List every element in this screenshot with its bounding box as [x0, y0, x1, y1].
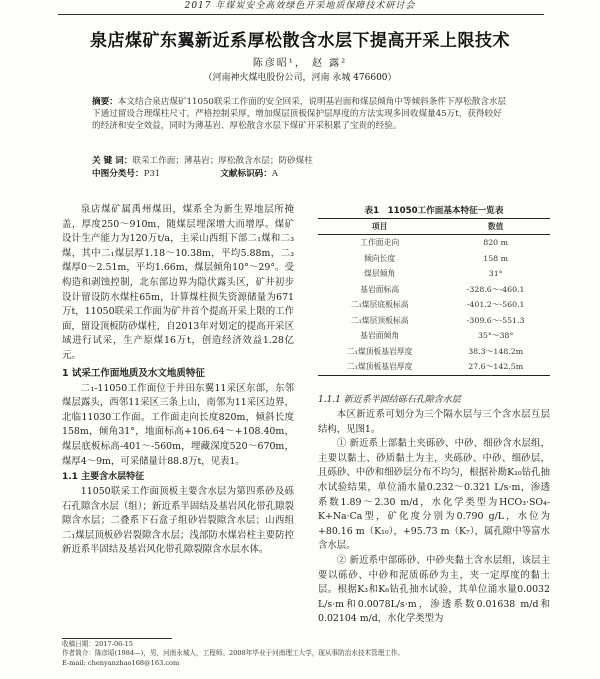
footnote-author: 作者简介：陈彦昭(1984—)，男，河南永城人，工程师。2008年毕业于河南理工大学，现从事防治水技术管理工作。 — [62, 649, 405, 658]
table-cell: 38.3～148.2m — [468, 346, 524, 356]
table-row — [318, 344, 550, 360]
keywords — [92, 155, 510, 167]
doc-code-label: 文献标识码： — [220, 169, 272, 179]
table-cell: 煤层倾角 — [364, 269, 396, 279]
keywords-text: 联采工作面；薄基岩；厚松散含水层；防砂煤柱 — [132, 156, 313, 166]
section-heading-1: 1 试采工作面地质及水文地质特征 — [62, 367, 205, 379]
clc-label: 中图分类号： — [92, 169, 144, 179]
table-row — [318, 251, 550, 267]
abstract — [92, 96, 510, 132]
keywords-label: 关 键 词： — [92, 156, 133, 166]
abstract-label: 摘要： — [92, 97, 118, 107]
table-cell: 基岩面倾角 — [360, 331, 400, 341]
table-cell: 158 m — [483, 253, 509, 263]
table-header-value: 数值 — [441, 219, 550, 235]
table-row — [318, 235, 550, 251]
table-cell: 二₁煤顶板基岩厚度 — [346, 346, 413, 356]
table-cell: 31° — [488, 269, 503, 279]
aquifer-intro-paragraph: 本区新近系可划分为三个隔水层与三个含水层互层结构，见图1。 — [318, 409, 550, 435]
footnote-rule — [62, 638, 172, 639]
footnote-received: 收稿日期：2017-06-15 — [62, 640, 133, 648]
table-row — [318, 282, 550, 298]
table-cell: 35°～38° — [477, 331, 514, 341]
table-row — [318, 359, 550, 375]
footnotes — [62, 640, 550, 668]
table-1 — [318, 218, 550, 376]
table-cell: 二₁煤层顶板标高 — [350, 315, 409, 325]
abstract-text: 本文结合泉店煤矿11050联采工作面的安全回采，说明基岩面和煤层倾角中等倾斜条件下厚松散含水层下通过留设合理煤柱尺寸，严格控制采厚，增加煤层顶板保护层厚度的方法实现多回收煤量45万t，获得较好的经济和安全效益，同时为薄基岩、厚松散含水层下煤矿开采积累了宝贵的经验。 — [92, 97, 507, 131]
table-cell: 二₁煤层底板标高 — [350, 300, 409, 310]
table-cell: 820 m — [483, 238, 509, 248]
table-row — [318, 266, 550, 282]
table-cell: 27.6～142.5m — [441, 359, 550, 375]
table-cell: 倾向长度 — [364, 253, 396, 263]
footnote-email: E-mail: chenyanzhao168@163.com — [62, 658, 180, 667]
right-column — [318, 392, 550, 627]
table-cell: -328.6～-460.1 — [466, 284, 525, 294]
clc-value: P31 — [143, 169, 161, 179]
aquifer-1-paragraph: ① 新近系上部黏土夹砾砂、中砂、细砂含水层组，主要以黏土、砂质黏土为主，夹砾砂、中砂、细砂层，且砾砂、中砂和细砂层分布不均匀，根据补勘K₁₀钻孔抽水试验结果，单位涌水量0.232～0.321 L/s·m，渗透系数1.89～2.30 m/d，水化学类型为HCO₃·SO₄-K+Na·Ca型，矿化度分别为0.790 g/L，水位为+80.16 m（K₁₀），+95.73 m（K₇），属孔隙中等富水含水层。 — [318, 438, 550, 552]
table-row — [318, 313, 550, 329]
table-cell: 二₁煤顶板基岩厚度 — [318, 359, 441, 375]
table-cell: 工作面走向 — [360, 238, 400, 248]
table-cell: -309.6～-551.3 — [466, 315, 525, 325]
table-cell: 基岩面标高 — [360, 284, 400, 294]
doc-code-value: A — [271, 169, 279, 179]
affiliation: （河南神火煤电股份公司，河南 永城 476600） — [203, 73, 397, 83]
table-cell: -401.2～-560.1 — [466, 300, 525, 310]
subsection-heading-1-1-1: 1.1.1 新近系半固结砾石孔隙含水层 — [318, 395, 461, 405]
subsection-1-1-paragraph: 11050联采工作面顶板主要含水层为第四系砂及砾石孔隙含水层（组）；新近系半固结及基岩风化带孔隙裂隙含水层；二叠系下石盒子组砂岩裂隙含水层；山西组二₁煤层顶板砂岩裂隙含水层；浅部防水煤岩柱主要防控新近系半固结及基岩风化带孔隙裂隙含水层水体。 — [62, 486, 294, 556]
intro-paragraph: 泉店煤矿属禹州煤田，煤系全为新生界地层所掩盖，厚度250～910m，随煤层埋深增大而增厚。煤矿设计生产能力为120万t/a，主采山西组下部二₁煤和二₃煤，其中二₁煤层厚1.18～10.38m，平均5.88m，二₃煤厚0～2.51m，平均1.66m，煤层倾角10°～29°。受构造和剥蚀控制，北东部边界为隐伏露头区，矿井初步设计留设防水煤柱65m，计算煤柱损失资源储量为671万t，11050联采工作面为矿井首个提高开采上限的工作面，留设顶板防砂煤柱，自2013年对划定的提高开采区域进行试采，生产原煤16万t，创造经济效益1.28亿元。 — [62, 204, 294, 361]
header-rule — [58, 14, 544, 15]
journal-header: 2017 年煤炭安全高效绿色开采地质保障技术研讨会 — [184, 1, 416, 11]
table-1-title: 表1 11050工作面基本特征一览表 — [364, 206, 504, 216]
table-row — [318, 297, 550, 313]
authors: 陈彦昭¹， 赵 露² — [252, 58, 348, 69]
table-header-item: 项目 — [318, 219, 441, 235]
table-row — [318, 328, 550, 344]
section-1-paragraph: 二₁-11050工作面位于井田东翼11采区东部，东邻煤层露头，西邻11采区三条上山，南邻为11采区边界，北临11030工作面。工作面走向长度820m，倾斜长度158m，倾角31°，地面标高+106.64～+108.40m，煤层底板标高-401～-560m，埋藏深度520～670m，煤厚4～9m，可采储量计88.8万t，见表1。 — [62, 382, 294, 467]
classification-row — [92, 168, 510, 180]
paper-title: 泉店煤矿东翼新近系厚松散含水层下提高开采上限技术 — [90, 31, 510, 51]
aquifer-2-paragraph: ② 新近系中部砾砂、中砂夹黏土含水层组，该层主要以砾砂、中砂和泥质砾砂为主，夹一定厚度的黏土层。根据K₃和K₆钻孔抽水试验，其单位涌水量0.0032 L/s·m和0.0078L/s·m，渗透系数0.01638 m/d和0.02104 m/d，水化学类型为 — [318, 554, 550, 625]
left-column — [62, 203, 294, 558]
subsection-heading-1-1: 1.1 主要含水层特征 — [62, 472, 145, 483]
